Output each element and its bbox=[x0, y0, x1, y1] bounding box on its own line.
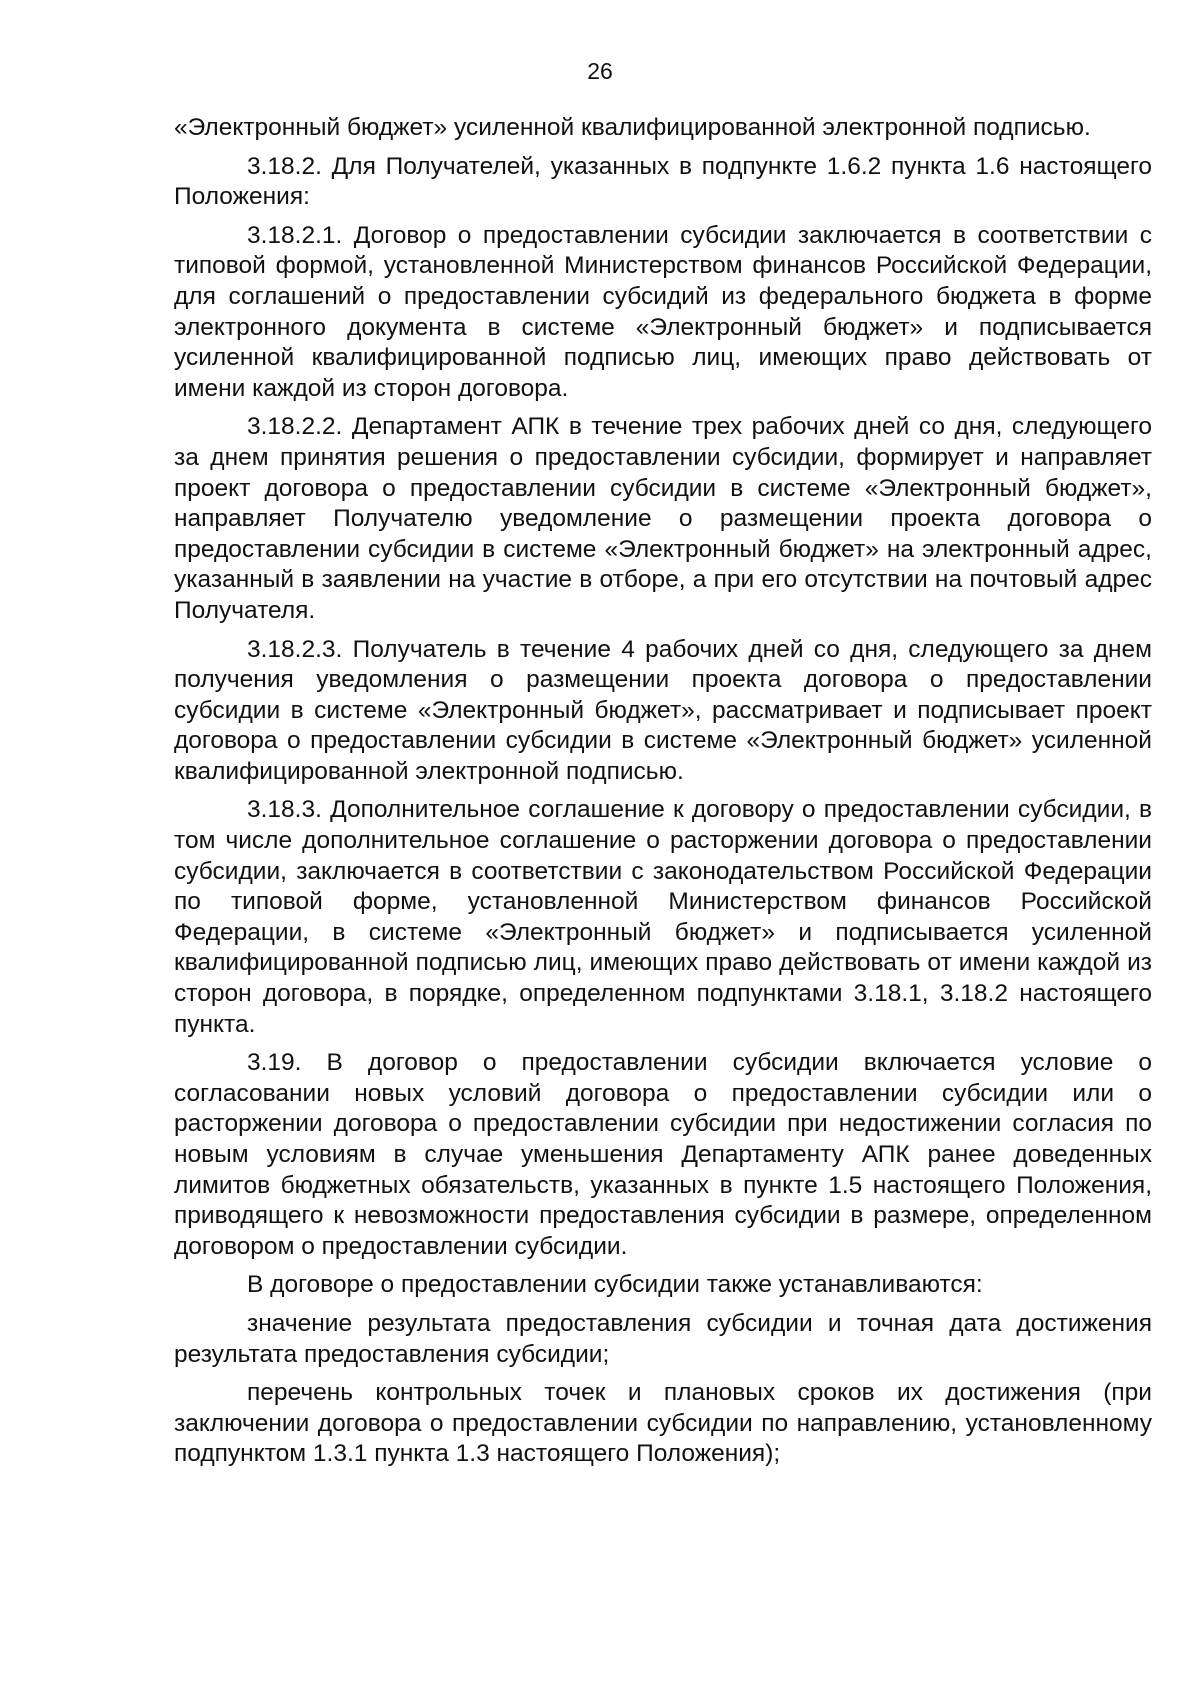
paragraph-3-18-2: 3.18.2. Для Получателей, указанных в подпункте 1.6.2 пункта 1.6 настоящего Положения: bbox=[174, 152, 1152, 211]
paragraph-3-19: 3.19. В договор о предоставлении субсидии включается условие о согласовании новых условий договора о предоставлении субсидии или о расторжении договора о предоставлении субсидии при недостижении согласия по новым условиям в случае уменьшения Департаменту АПК ранее доведенных лимитов бюджетных обязательств, указанных в пункте 1.5 настоящего Положения, приводящего к невозможности предоставления субсидии в размере, определенном договором о предоставлении субсидии. bbox=[174, 1049, 1152, 1260]
paragraph-3-18-2-3: 3.18.2.3. Получатель в течение 4 рабочих дней со дня, следующего за днем получения уведомления о размещении проекта договора о предоставлении субсидии в системе «Электронный бюджет», рассматривает и подписывает проект договора о предоставлении субсидии в системе «Электронный бюджет» усиленной квалифицированной электронной подписью. bbox=[174, 635, 1152, 785]
paragraph-continuation: «Электронный бюджет» усиленной квалифицированной электронной подписью. bbox=[174, 114, 1091, 141]
paragraph-control-points: перечень контрольных точек и плановых сроков их достижения (при заключении договора о предоставлении субсидии по направлению, установленному подпунктом 1.3.1 пункта 1.3 настоящего Положения); bbox=[174, 1379, 1152, 1468]
paragraph-result-value: значение результата предоставления субсидии и точная дата достижения результата предоставления субсидии; bbox=[174, 1309, 1152, 1368]
page-number: 26 bbox=[587, 58, 613, 84]
paragraph-3-18-2-1: 3.18.2.1. Договор о предоставлении субсидии заключается в соответствии с типовой формой, установленной Министерством финансов Российской Федерации, для соглашений о предоставлении субсидий из федерального бюджета в форме электронного документа в системе «Электронный бюджет» и подписывается усиленной квалифицированной подписью лиц, имеющих право действовать от имени каждой из сторон договора. bbox=[174, 221, 1152, 402]
paragraph-3-18-2-2: 3.18.2.2. Департамент АПК в течение трех рабочих дней со дня, следующего за днем принятия решения о предоставлении субсидии, формирует и направляет проект договора о предоставлении субсидии в системе «Электронный бюджет», направляет Получателю уведомление о размещении проекта договора о предоставлении субсидии в системе «Электронный бюджет» на электронный адрес, указанный в заявлении на участие в отборе, а при его отсутствии на почтовый адрес Получателя. bbox=[174, 413, 1152, 624]
paragraph-3-18-3: 3.18.3. Дополнительное соглашение к договору о предоставлении субсидии, в том числе дополнительное соглашение о расторжении договора о предоставлении субсидии, заключается в соответствии с законодательством Российской Федерации по типовой форме, установленной Министерством финансов Российской Федерации, в системе «Электронный бюджет» и подписывается усиленной квалифицированной подписью лиц, имеющих право действовать от имени каждой из сторон договора, в порядке, определенном подпунктами 3.18.1, 3.18.2 настоящего пункта. bbox=[174, 796, 1152, 1038]
paragraph-contract-terms: В договоре о предоставлении субсидии также устанавливаются: bbox=[247, 1271, 983, 1299]
document-body bbox=[174, 113, 1152, 1478]
